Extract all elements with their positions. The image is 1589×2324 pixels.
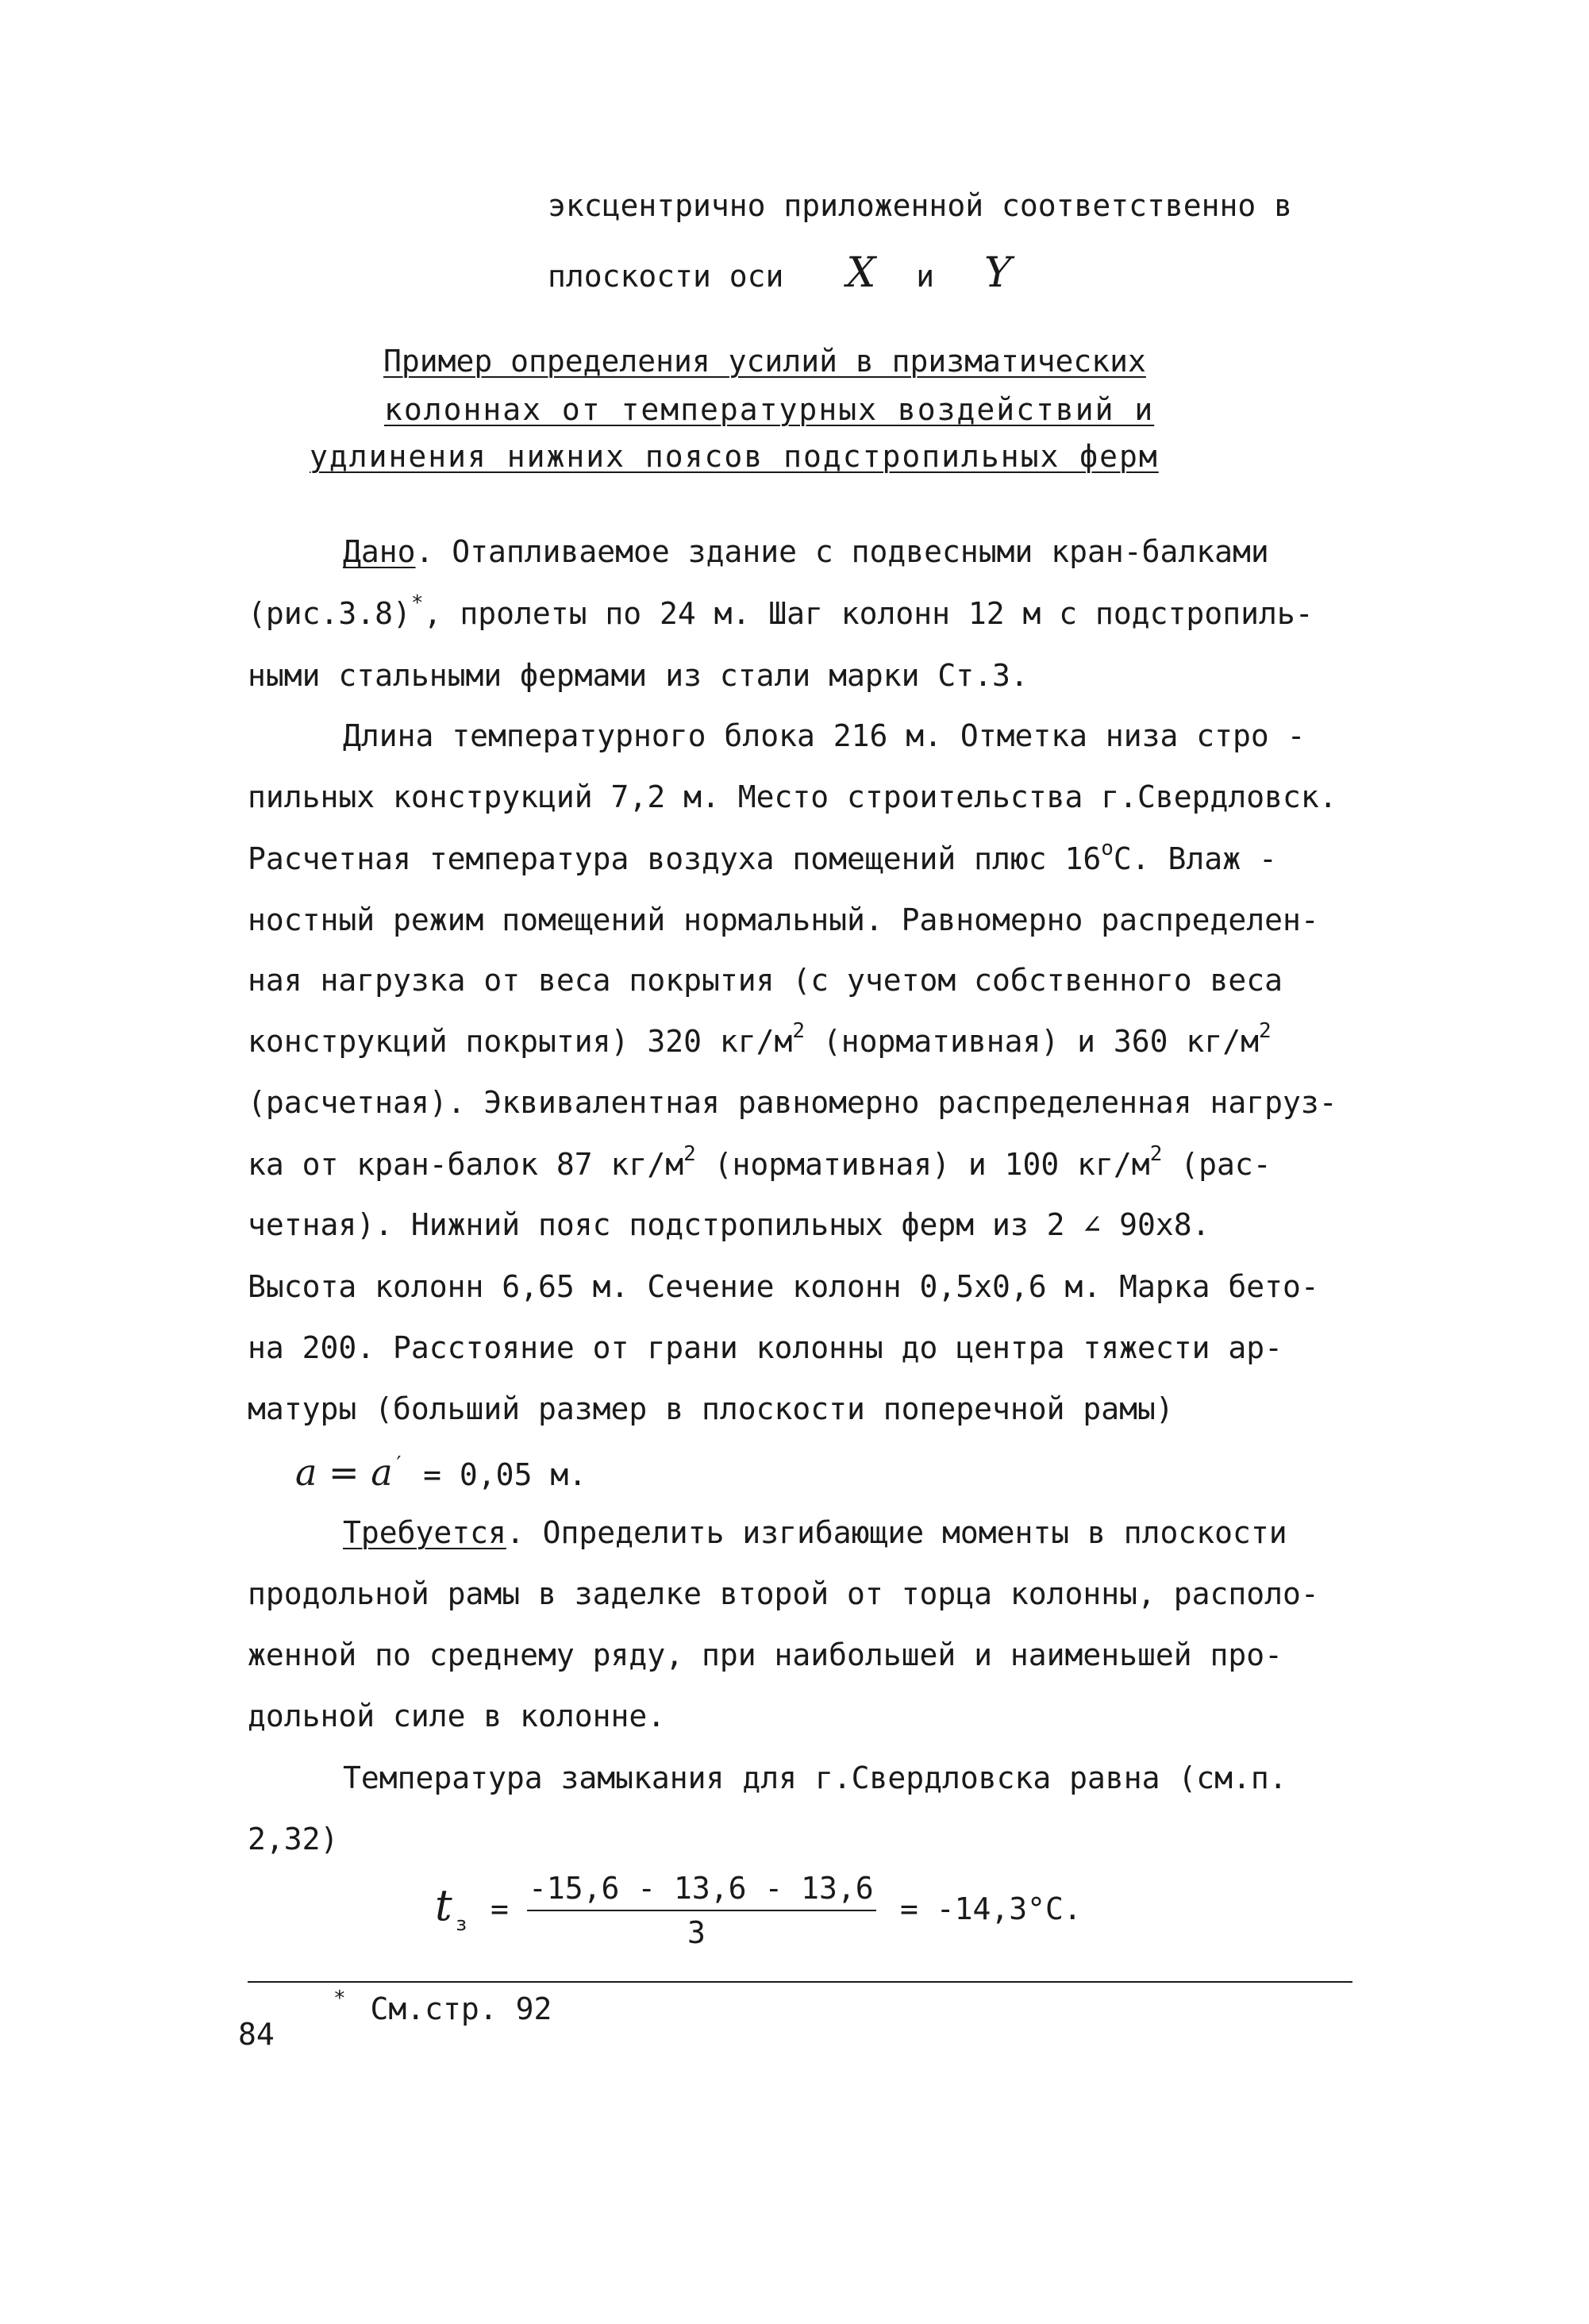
axis-x-symbol: X bbox=[846, 249, 876, 297]
body-text-8b: (нормативная) и 100 кг/м bbox=[695, 1147, 1150, 1182]
body-line-10: Высота колонн 6,65 м. Сечение колонн 0,5х0,6 м. Марка бето- bbox=[248, 1269, 1319, 1304]
given-line-3: ными стальными фермами из стали марки Ст.3. bbox=[248, 658, 1029, 693]
formula-equals: = bbox=[491, 1891, 509, 1926]
given-text-2a: (рис.3.8) bbox=[248, 596, 411, 631]
given-label: Дано bbox=[343, 534, 416, 569]
required-text-1: . Определить изгибающие моменты в плоскости bbox=[506, 1515, 1287, 1550]
formula-numerator: -15,6 - 13,6 - 13,6 bbox=[529, 1871, 874, 1906]
heading-line-2: колоннах от температурных воздействий и bbox=[384, 392, 1155, 427]
given-text-2b: , пролеты по 24 м. Шаг колонн 12 м с подстропиль- bbox=[423, 596, 1314, 631]
clearance-symbols: a = a bbox=[295, 1451, 393, 1494]
required-line-1 bbox=[343, 1515, 1287, 1550]
degree-mark: о bbox=[1101, 837, 1114, 860]
formula-result: = -14,3°С. bbox=[900, 1891, 1082, 1926]
page-number: 84 bbox=[238, 2017, 275, 2052]
required-line-2: продольной рамы в заделке второй от торца колонны, располо- bbox=[248, 1576, 1319, 1611]
body-line-11: на 200. Расстояние от грани колонны до центра тяжести ар- bbox=[248, 1330, 1283, 1365]
formula-denominator: 3 bbox=[687, 1915, 706, 1950]
body-line-9: четная). Нижний пояс подстропильных ферм из 2 ∠ 90х8. bbox=[248, 1207, 1210, 1242]
fraction-bar bbox=[527, 1910, 876, 1911]
footnote-text: См.стр. 92 bbox=[370, 1991, 552, 2026]
prime-mark: ′ bbox=[392, 1452, 406, 1476]
given-text-1: . Отапливаемое здание с подвесными кран-балками bbox=[415, 534, 1269, 569]
closing-line-2: 2,32) bbox=[248, 1822, 339, 1857]
footnote-separator bbox=[248, 1981, 1352, 1983]
body-text-8a: ка от кран-балок 87 кг/м bbox=[248, 1147, 684, 1182]
body-line-6 bbox=[248, 1019, 1272, 1059]
intro-conjunction: и bbox=[916, 259, 935, 294]
intro-line-2 bbox=[548, 249, 1012, 297]
body-line-4: ностный режим помещений нормальный. Равномерно распределен- bbox=[248, 902, 1319, 937]
footnote-asterisk: * bbox=[333, 1987, 346, 2010]
given-line-2 bbox=[248, 591, 1314, 631]
closing-line-1: Температура замыкания для г.Свердловска равна (см.п. bbox=[343, 1760, 1287, 1795]
clearance-value: = 0,05 м. bbox=[405, 1457, 587, 1492]
superscript-2: 2 bbox=[792, 1019, 805, 1043]
intro-line-1: эксцентрично приложенной соответственно в bbox=[548, 188, 1292, 223]
heading-line-3: удлинения нижних поясов подстропильных ферм bbox=[310, 439, 1159, 474]
footnote bbox=[333, 1987, 552, 2026]
given-line-1 bbox=[343, 534, 1269, 569]
body-line-1: Длина температурного блока 216 м. Отметка низа стро - bbox=[343, 718, 1306, 753]
body-text-6a: конструкций покрытия) 320 кг/м bbox=[248, 1024, 793, 1059]
footnote-mark: * bbox=[410, 591, 424, 615]
required-label: Требуется bbox=[343, 1515, 506, 1550]
body-line-2: пильных конструкций 7,2 м. Место строительства г.Свердловск. bbox=[248, 779, 1337, 814]
axis-y-symbol: Y bbox=[984, 249, 1012, 297]
body-line-5: ная нагрузка от веса покрытия (с учетом собственного веса bbox=[248, 963, 1283, 998]
body-text-6b: (нормативная) и 360 кг/м bbox=[805, 1024, 1259, 1059]
body-text-8c: (рас- bbox=[1162, 1147, 1272, 1182]
body-text-3a: Расчетная температура воздуха помещений плюс 16 bbox=[248, 841, 1102, 876]
body-line-12: матуры (больший размер в плоскости поперечной рамы) bbox=[248, 1391, 1174, 1426]
superscript-2: 2 bbox=[1149, 1142, 1163, 1166]
required-line-4: дольной силе в колонне. bbox=[248, 1699, 666, 1733]
body-line-13 bbox=[295, 1451, 587, 1494]
formula-lhs: t bbox=[435, 1880, 452, 1930]
required-line-3: женной по среднему ряду, при наибольшей и наименьшей про- bbox=[248, 1637, 1283, 1672]
heading-line-1: Пример определения усилий в призматических bbox=[383, 344, 1146, 379]
intro-line-2-text: плоскости оси bbox=[548, 259, 784, 294]
superscript-2: 2 bbox=[683, 1142, 696, 1166]
body-line-7: (расчетная). Эквивалентная равномерно распределенная нагруз- bbox=[248, 1085, 1337, 1120]
body-line-3 bbox=[248, 837, 1277, 876]
superscript-2: 2 bbox=[1258, 1019, 1272, 1043]
body-line-8 bbox=[248, 1142, 1272, 1182]
formula-lhs-subscript: з bbox=[456, 1913, 467, 1935]
body-text-3b: С. Влаж - bbox=[1113, 841, 1277, 876]
